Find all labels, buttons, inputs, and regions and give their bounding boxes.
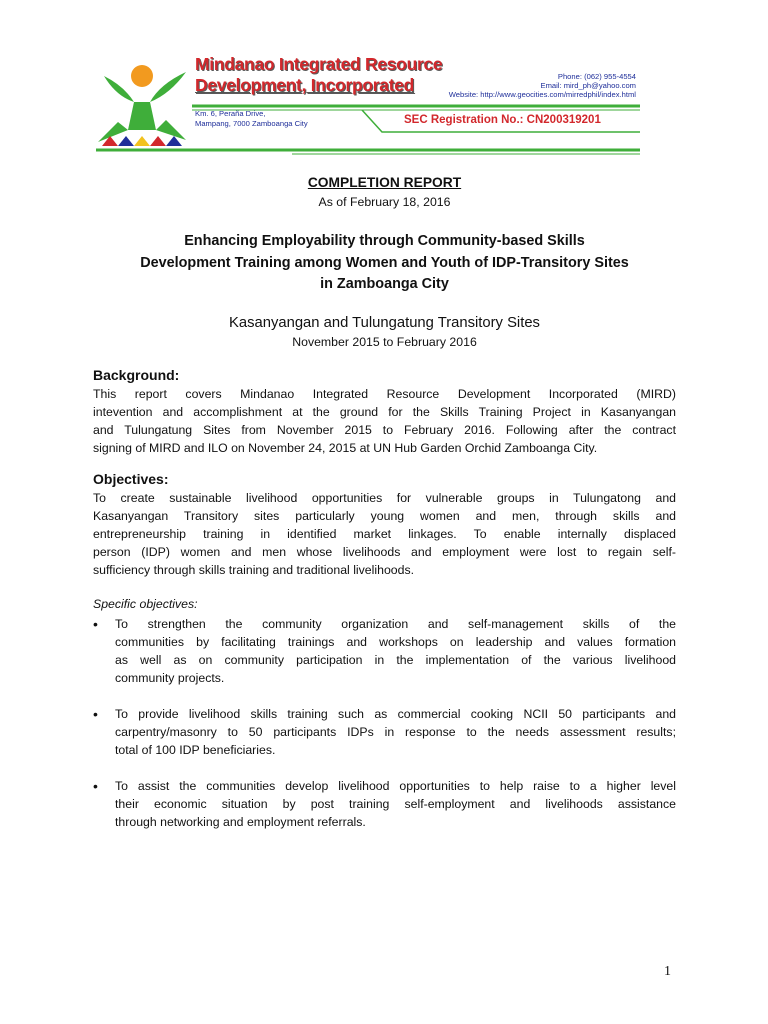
organization-name: Mindanao Integrated Resource Development, Incorporated [195,54,443,95]
contact-info [449,72,636,99]
background-heading: Background: [93,367,180,383]
project-period: November 2015 to February 2016 [292,335,477,349]
letterhead [92,50,652,160]
report-date: As of February 18, 2016 [318,195,451,209]
project-sites: Kasanyangan and Tulungatung Transitory Sites [229,315,540,331]
phone: Phone: (062) 955-4554 [557,72,636,81]
report-title: COMPLETION REPORT [307,175,462,190]
specific-objectives-label: Specific objectives: [93,597,198,611]
bullet-icon: • [93,616,98,632]
bullet-icon: • [93,778,98,794]
mird-logo-icon [94,56,190,148]
organization-address: Km. 6, Peraña Drive, Mampang, 7000 Zamboanga City [195,109,308,128]
page-number: 1 [664,964,671,979]
bullet-icon: • [93,706,98,722]
website: Website: http://www.geocities.com/mirredphil/index.html [448,90,636,99]
objectives-heading: Objectives: [93,471,169,487]
background-paragraph: This report covers Mindanao Integrated Resource Development Incorporated (MIRD) intevention and accomplishment at the ground for the Skills Training Project in Kasanyangan and Tulungatung Sites from November 2015 to February 2016. Following after the contract signing of MIRD and ILO on November 24, 2015 at UN Hub Garden Orchid Zamboanga City. [93,387,676,455]
project-title: Enhancing Employability through Community-based Skills Development Training among Women and Youth of IDP-Transitory Sites in Zamboanga City [140,233,629,292]
email: Email: mird_ph@yahoo.com [540,81,636,90]
sec-registration: SEC Registration No.: CN200319201 [404,114,601,126]
objectives-paragraph: To create sustainable livelihood opportunities for vulnerable groups in Tulungatong and Kasanyangan Transitory sites particularly young women and men, through skills and entrepreneurship training in identified market linkages. To enable internally displaced person (IDP) women and men whose livelihoods and employment were lost to regain self- sufficiency through skills training and traditional livelihoods. [93,491,676,577]
